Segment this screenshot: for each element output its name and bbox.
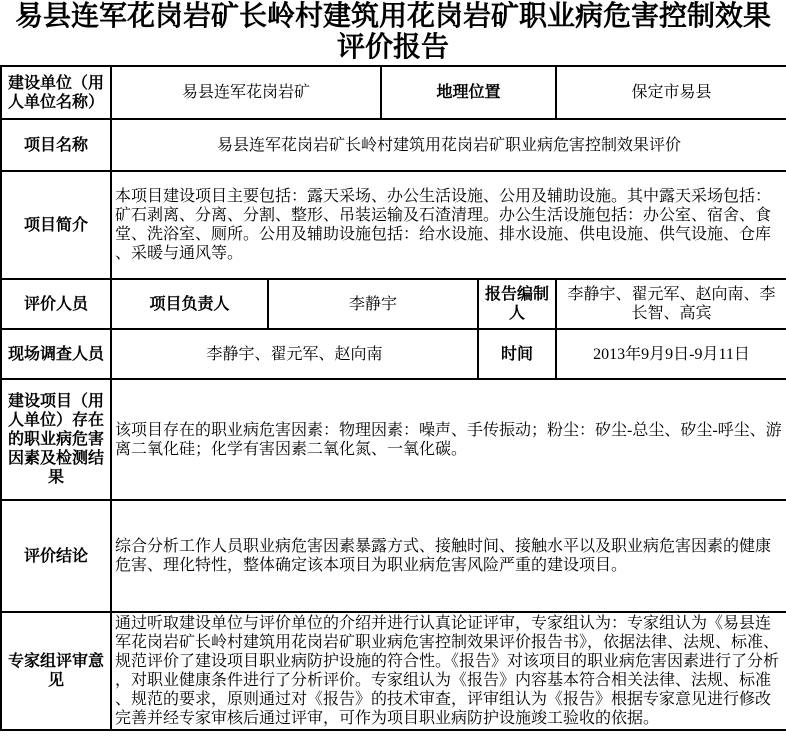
project-intro-label: 项目简介 bbox=[1, 171, 111, 279]
conclusion-label: 评价结论 bbox=[1, 500, 111, 612]
row-construction-unit bbox=[1, 66, 786, 119]
row-conclusion bbox=[1, 500, 786, 612]
project-leader-value: 李静宇 bbox=[268, 279, 478, 329]
row-project-intro bbox=[1, 171, 786, 279]
conclusion-value: 综合分析工作人员职业病危害因素暴露方式、接触时间、接触水平以及职业病危害因素的健康危害、理化特性，整体确定该本项目为职业病危害风险严重的建设项目。 bbox=[111, 500, 786, 612]
project-intro-value: 本项目建设项目主要包括：露天采场、办公生活设施、公用及辅助设施。其中露天采场包括：矿石剥离、分离、分割、整形、吊装运输及石渣清理。办公生活设施包括：办公室、宿舍、食堂、洗浴室、厕所。公用及辅助设施包括：给水设施、排水设施、供电设施、供气设施、仓库、采暖与通风等。 bbox=[111, 171, 786, 279]
location-label: 地理位置 bbox=[381, 66, 556, 119]
row-site-survey bbox=[1, 329, 786, 379]
hazards-value: 该项目存在的职业病危害因素：物理因素：噪声、手传振动；粉尘：矽尘-总尘、矽尘-呼尘、游离二氧化硅；化学有害因素二氧化氮、一氧化碳。 bbox=[111, 379, 786, 500]
project-leader-label: 项目负责人 bbox=[111, 279, 268, 329]
construction-unit-value: 易县连军花岗岩矿 bbox=[111, 66, 381, 119]
location-value: 保定市易县 bbox=[556, 66, 786, 119]
project-name-label: 项目名称 bbox=[1, 119, 111, 171]
page-title: 易县连军花岗岩矿长岭村建筑用花岗岩矿职业病危害控制效果评价报告 bbox=[14, 1, 771, 63]
expert-opinion-label: 专家组评审意见 bbox=[1, 612, 111, 730]
expert-opinion-value: 通过听取建设单位与评价单位的介绍并进行认真论证评审，专家组认为：专家组认为《易县连军花岗岩矿长岭村建筑用花岗岩矿职业病危害控制效果评价报告书》，依据法律、法规、标准、规范评价了建设项目职业病防护设施的符合性。《报告》对该项目的职业病危害因素进行了分析，对职业健康条件进行了分析评价。专家组认为《报告》内容基本符合相关法律、法规、标准、规范的要求，原则通过对《报告》的技术审查，评审组认为《报告》根据专家意见进行修改完善并经专家审核后通过评审，可作为项目职业病防护设施竣工验收的依据。 bbox=[111, 612, 786, 730]
evaluators-label: 评价人员 bbox=[1, 279, 111, 329]
row-project-name bbox=[1, 119, 786, 171]
survey-time-value: 2013年9月9日-9月11日 bbox=[556, 329, 786, 379]
row-expert-opinion bbox=[1, 612, 786, 730]
report-table bbox=[0, 65, 786, 731]
survey-time-label: 时间 bbox=[478, 329, 556, 379]
hazards-label: 建设项目（用人单位）存在的职业病危害因素及检测结果 bbox=[1, 379, 111, 500]
site-survey-value: 李静宇、翟元军、赵向南 bbox=[111, 329, 478, 379]
report-writers-label: 报告编制人 bbox=[478, 279, 556, 329]
report-writers-value: 李静宇、翟元军、赵向南、李长智、高宾 bbox=[556, 279, 786, 329]
row-hazards bbox=[1, 379, 786, 500]
project-name-value: 易县连军花岗岩矿长岭村建筑用花岗岩矿职业病危害控制效果评价 bbox=[111, 119, 786, 171]
row-evaluators bbox=[1, 279, 786, 329]
construction-unit-label: 建设单位（用人单位名称） bbox=[1, 66, 111, 119]
site-survey-label: 现场调查人员 bbox=[1, 329, 111, 379]
